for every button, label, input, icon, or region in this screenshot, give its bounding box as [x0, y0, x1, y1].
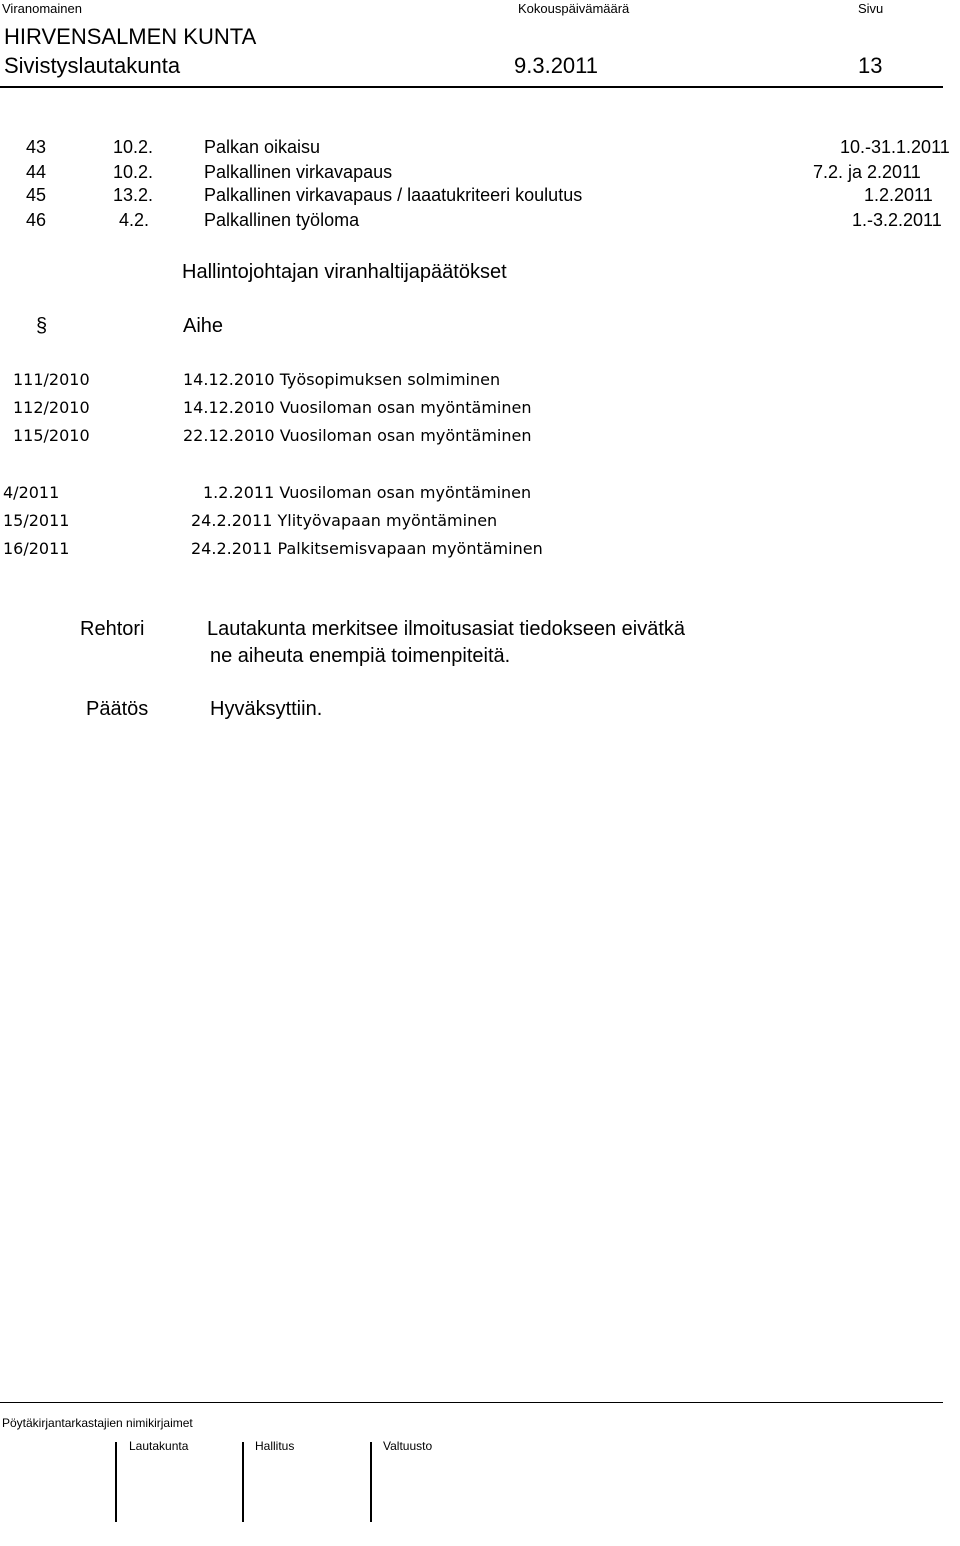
proposal-label: Rehtori	[80, 618, 145, 640]
meeting-date: 9.3.2011	[514, 53, 599, 78]
row-period: 1.2.2011	[864, 185, 933, 205]
row-number: 46	[26, 210, 47, 230]
row-subject: Palkallinen työloma	[204, 210, 360, 230]
row-date: 4.2.	[119, 210, 150, 230]
proposal-text-line2: ne aiheuta enempiä toimenpiteitä.	[210, 645, 511, 667]
decision-text: 24.2.2011 Palkitsemisvapaan myöntäminen	[191, 539, 543, 558]
row-number: 43	[26, 137, 47, 157]
row-period: 7.2. ja 2.2011	[813, 162, 921, 182]
decision-id: 15/2011	[3, 511, 70, 530]
signature-column-divider	[370, 1442, 372, 1522]
decision-text: 24.2.2011 Ylityövapaan myöntäminen	[191, 511, 498, 530]
decision-text: 14.12.2010 Työsopimuksen solmiminen	[183, 370, 501, 389]
section-title: Hallintojohtajan viranhaltijapäätökset	[182, 261, 507, 283]
row-number: 45	[26, 185, 47, 205]
decision-id: 16/2011	[3, 539, 70, 558]
row-subject: Palkan oikaisu	[204, 137, 321, 157]
footer-divider	[0, 1402, 943, 1403]
header-label-page: Sivu	[858, 1, 884, 16]
row-subject: Palkallinen virkavapaus	[204, 162, 393, 182]
footer-label-council: Valtuusto	[383, 1439, 433, 1453]
row-subject: Palkallinen virkavapaus / laaatukriteeri koulutus	[204, 185, 583, 205]
footer-label-committee: Lautakunta	[129, 1439, 189, 1453]
section-symbol: §	[36, 315, 48, 337]
subject-column-heading: Aihe	[183, 315, 224, 337]
signature-column-divider	[242, 1442, 244, 1522]
decision-id: 4/2011	[3, 483, 60, 502]
row-number: 44	[26, 162, 47, 182]
row-period: 10.-31.1.2011	[840, 137, 950, 157]
decision-id: 115/2010	[13, 426, 90, 445]
decision-text: Hyväksyttiin.	[210, 698, 323, 720]
header-divider	[0, 86, 943, 88]
organization-name: HIRVENSALMEN KUNTA	[4, 24, 257, 49]
row-period: 1.-3.2.2011	[852, 210, 942, 230]
decision-id: 111/2010	[13, 370, 90, 389]
header-label-meeting-date: Kokouspäivämäärä	[518, 1, 630, 16]
signature-column-divider	[115, 1442, 117, 1522]
committee-name: Sivistyslautakunta	[4, 53, 181, 78]
header-label-authority: Viranomainen	[2, 1, 82, 16]
decision-text: 1.2.2011 Vuosiloman osan myöntäminen	[203, 483, 532, 502]
decision-text: 22.12.2010 Vuosiloman osan myöntäminen	[183, 426, 532, 445]
row-date: 10.2.	[113, 162, 154, 182]
row-date: 13.2.	[113, 185, 154, 205]
page-number: 13	[858, 53, 883, 78]
proposal-text-line1: Lautakunta merkitsee ilmoitusasiat tiedokseen eivätkä	[207, 618, 686, 640]
footer-title: Pöytäkirjantarkastajien nimikirjaimet	[2, 1416, 193, 1430]
decision-label: Päätös	[86, 698, 149, 720]
footer-label-board: Hallitus	[255, 1439, 295, 1453]
decision-id: 112/2010	[13, 398, 90, 417]
decision-text: 14.12.2010 Vuosiloman osan myöntäminen	[183, 398, 532, 417]
row-date: 10.2.	[113, 137, 154, 157]
